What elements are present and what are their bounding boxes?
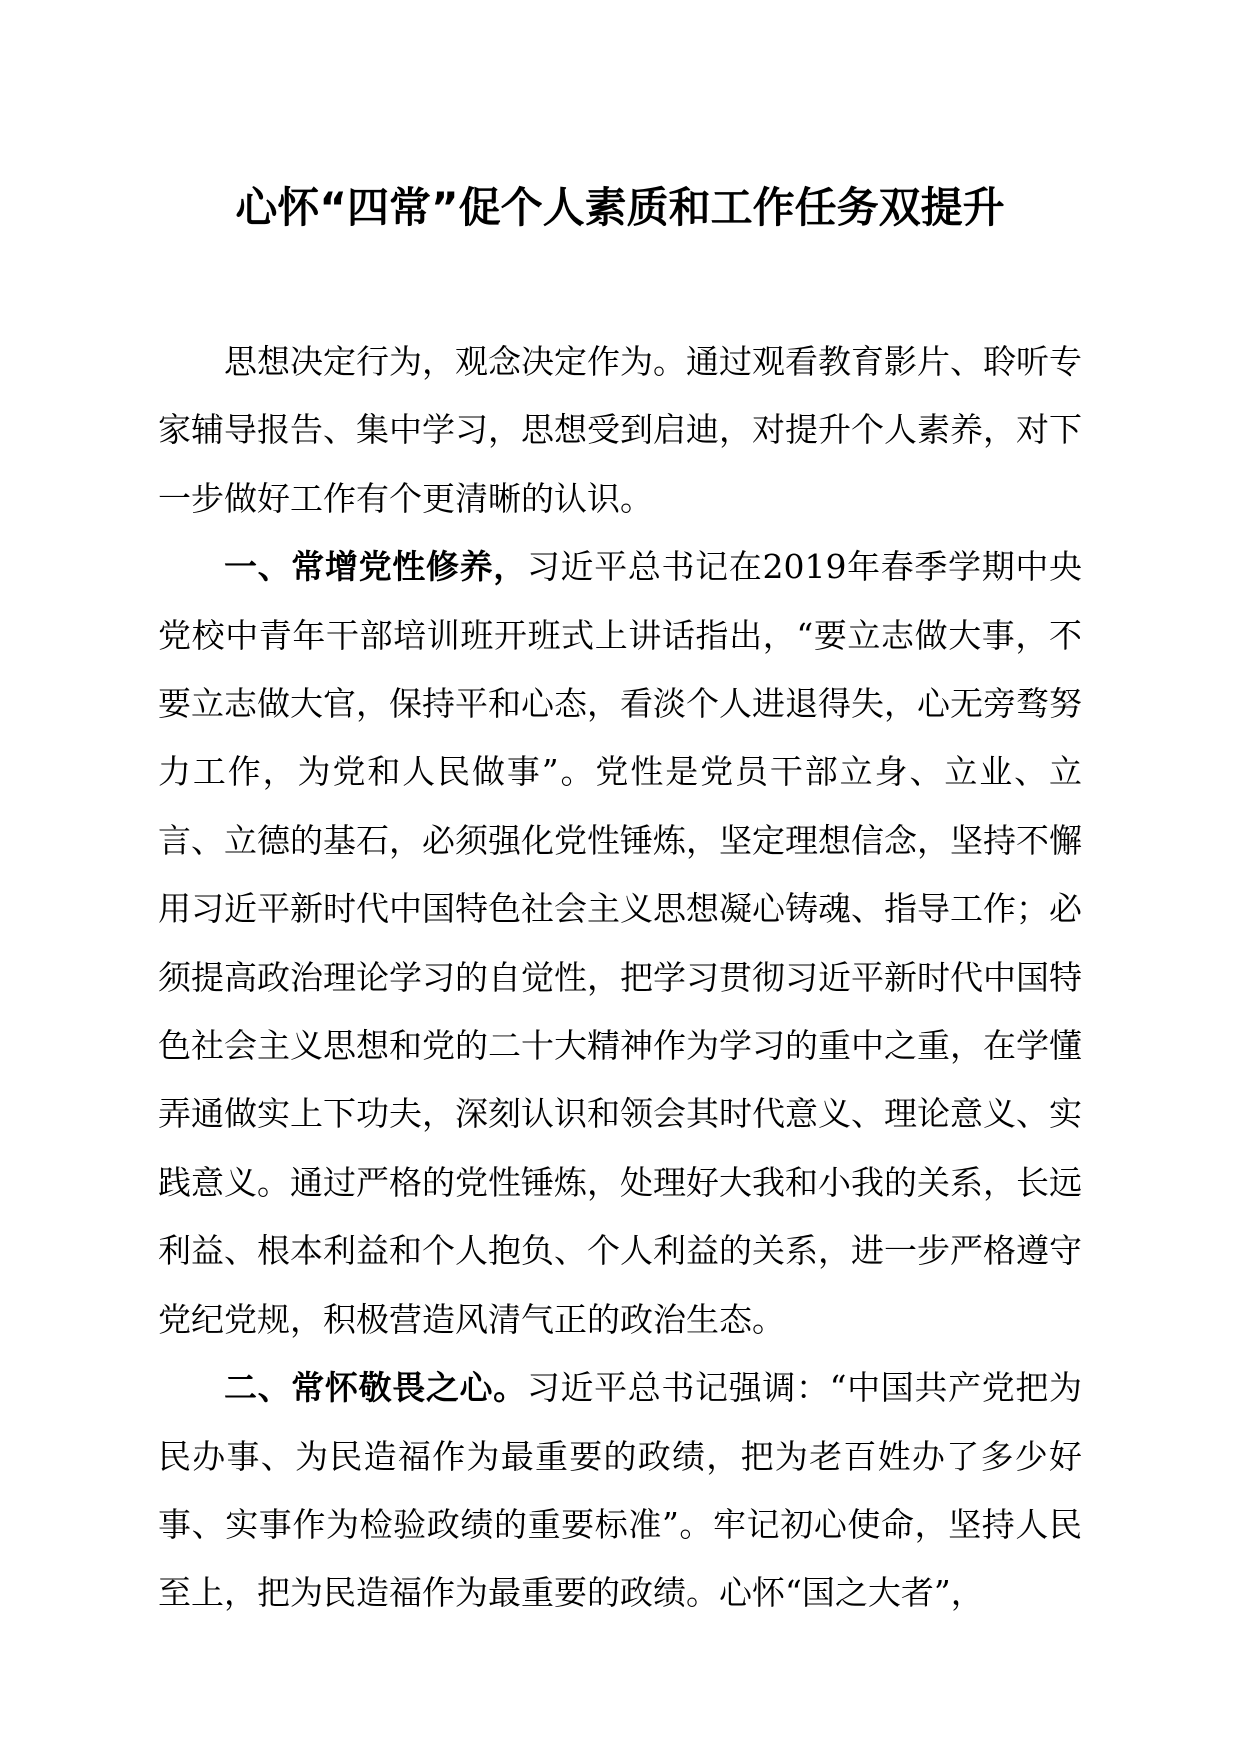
section-2-text: 习近平总书记强调：“中国共产党把为民办事、为民造福作为最重要的政绩，把为老百姓办了多少好事、实事作为检验政绩的重要标准”。牢记初心使命，坚持人民至上，把为民造福作为最重要的政绩。心怀“国之大者”， [158, 1368, 1083, 1613]
document-title: 心怀“四常”促个人素质和工作任务双提升 [235, 183, 1005, 232]
intro-paragraph [158, 328, 1082, 533]
section-2-paragraph [158, 1354, 1082, 1628]
section-2-heading: 二、常怀敬畏之心。 [224, 1368, 527, 1408]
document-body [158, 328, 1082, 1628]
section-1-text: 习近平总书记在2019年春季学期中央党校中青年干部培训班开班式上讲话指出，“要立志做大事，不要立志做大官，保持平和心态，看淡个人进退得失，心无旁骛努力工作，为党和人民做事”。党性是党员干部立身、立业、立言、立德的基石，必须强化党性锤炼，坚定理想信念，坚持不懈用习近平新时代中国特色社会主义思想凝心铸魂、指导工作；必须提高政治理论学习的自觉性，把学习贯彻习近平新时代中国特色社会主义思想和党的二十大精神作为学习的重中之重，在学懂弄通做实上下功夫，深刻认识和领会其时代意义、理论意义、实践意义。通过严格的党性锤炼，处理好大我和小我的关系，长远利益、根本利益和个人抱负、个人利益的关系，进一步严格遵守党纪党规，积极营造风清气正的政治生态。 [158, 547, 1083, 1339]
section-1-paragraph [158, 533, 1082, 1354]
intro-text: 思想决定行为，观念决定作为。通过观看教育影片、聆听专家辅导报告、集中学习，思想受到启迪，对提升个人素养，对下一步做好工作有个更清晰的认识。 [158, 342, 1082, 518]
section-1-heading: 一、常增党性修养， [224, 547, 527, 587]
